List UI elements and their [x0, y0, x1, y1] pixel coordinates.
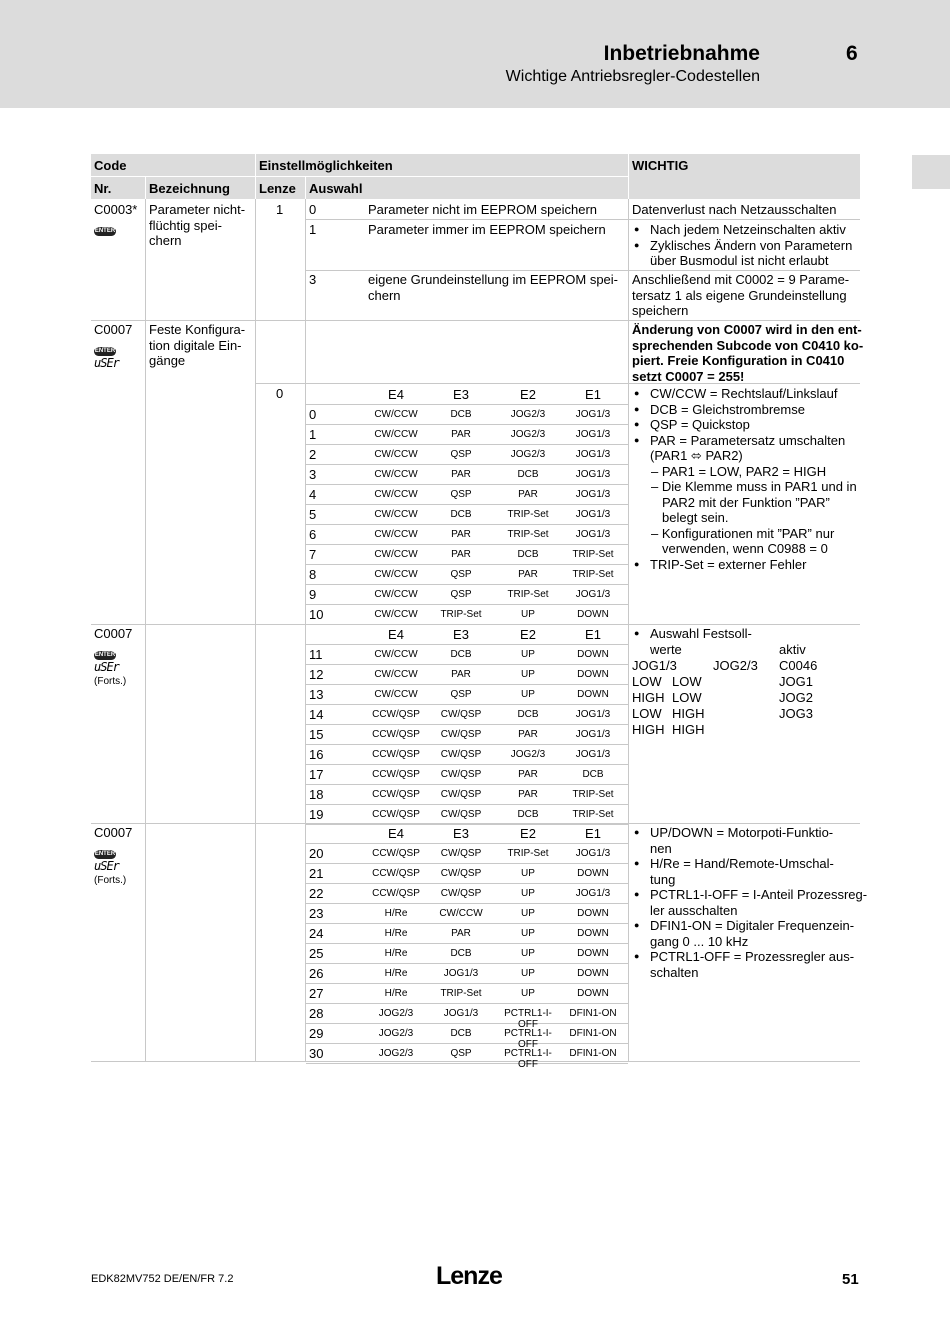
cell-e3: CW/QSP [440, 888, 482, 899]
config-number: 6 [309, 527, 317, 542]
cell-e4: JOG2/3 [378, 1028, 414, 1039]
cell-e2: UP [521, 908, 535, 919]
col-e4: E4 [388, 826, 404, 841]
config-row [306, 585, 628, 605]
continued-label: (Forts.) [94, 676, 127, 687]
config-number: 23 [309, 906, 324, 921]
cell-e1: JOG1/3 [575, 449, 611, 460]
config-number: 24 [309, 926, 324, 941]
cell-e3: QSP [450, 569, 472, 580]
cell-e1: DOWN [577, 669, 609, 680]
note-bullet: ● QSP = Quickstop [632, 417, 858, 433]
cell-e1: JOG1/3 [575, 888, 611, 899]
chapter-number: 6 [846, 42, 858, 65]
config-row [306, 964, 628, 984]
note-sub: – Konfigurationen mit ”PAR” nur verwenden, wenn C0988 = 0 [651, 525, 835, 556]
cell-e2: UP [521, 988, 535, 999]
config-row [306, 565, 628, 585]
notes-block-2 [632, 626, 772, 657]
continued-label: (Forts.) [94, 875, 127, 886]
cell-e4: CW/CCW [374, 409, 418, 420]
cell-e4: CW/CCW [374, 449, 418, 460]
cell-e2: UP [521, 888, 535, 899]
th-code: Code [91, 154, 255, 176]
cell-e4: CCW/QSP [372, 729, 420, 740]
cell-e4: CW/CCW [374, 609, 418, 620]
config-row [306, 944, 628, 964]
jog-val: HIGH [632, 690, 665, 705]
page-title: Inbetriebnahme [603, 42, 760, 65]
cell-e1: JOG1/3 [575, 409, 611, 420]
config-number: 11 [309, 647, 323, 662]
cell-e2: UP [521, 669, 535, 680]
jog-val: JOG3 [779, 706, 813, 721]
note-bullet: ● UP/DOWN = Motorpoti-Funktio- nen [632, 825, 858, 856]
cell-e3: TRIP-Set [440, 609, 482, 620]
code-c0007: C0007 [94, 322, 133, 337]
th-selection: Auswahl [306, 177, 628, 199]
cell-e2: UP [521, 689, 535, 700]
cell-e3: PAR [451, 549, 471, 560]
info-bullet: ● Zyklisches Ändern von Parametern über Busmodul ist nicht erlaubt [632, 238, 858, 269]
col-e1: E1 [585, 387, 601, 402]
page-subtitle: Wichtige Antriebsregler-Codestellen [505, 68, 760, 85]
cell-e3: QSP [450, 689, 472, 700]
lenze-logo: Lenze [436, 1262, 502, 1290]
cell-e4: CW/CCW [374, 649, 418, 660]
config-row [306, 884, 628, 904]
col-e4: E4 [388, 387, 404, 402]
cell-e3: CW/QSP [440, 868, 482, 879]
cell-e3: DCB [450, 649, 472, 660]
config-header-row [306, 385, 628, 405]
col-e2: E2 [520, 826, 536, 841]
cell-e4: H/Re [384, 948, 408, 959]
config-row [306, 805, 628, 825]
cell-e3: PAR [451, 529, 471, 540]
option-text: eigene Grundeinstellung im EEPROM spei- chern [368, 272, 619, 303]
th-designation: Bezeichnung [146, 177, 255, 199]
config-number: 30 [309, 1046, 324, 1061]
cell-e1: DOWN [577, 868, 609, 879]
cell-e4: CW/CCW [374, 509, 418, 520]
cell-e1: JOG1/3 [575, 709, 611, 720]
config-number: 8 [309, 567, 317, 582]
c0007-note: Änderung von C0007 wird in den ent- sprechenden Subcode von C0410 ko- piert. Freie Konfiguration in C0410 setzt C0007 = 255! [632, 322, 864, 384]
cell-e1: JOG1/3 [575, 848, 611, 859]
jog-val: C0046 [779, 658, 818, 673]
jog-header-active: aktiv [779, 642, 806, 657]
cell-e1: DOWN [577, 689, 609, 700]
config-row [306, 1004, 628, 1030]
jog-val: LOW [632, 674, 662, 689]
note-bullet: ● H/Re = Hand/Remote-Umschal- tung [632, 856, 858, 887]
cell-e1: JOG1/3 [575, 509, 611, 520]
option-text: Parameter nicht im EEPROM speichern [368, 202, 598, 217]
config-number: 1 [309, 427, 317, 442]
cell-e4: CCW/QSP [372, 888, 420, 899]
lenze-c0007: 0 [276, 386, 284, 401]
config-row [306, 844, 628, 864]
th-important: WICHTIG [629, 154, 860, 199]
cell-e4: CCW/QSP [372, 809, 420, 820]
enter-key-icon: ENTER [94, 851, 116, 857]
cell-e1: JOG1/3 [575, 589, 611, 600]
cell-e1: JOG1/3 [575, 429, 611, 440]
note-sub: – PAR1 = LOW, PAR2 = HIGH [651, 463, 827, 479]
config-number: 21 [309, 866, 324, 881]
cell-e2: PCTRL1-I-OFF [504, 1048, 552, 1070]
config-header-row [306, 625, 628, 645]
enter-key-icon: ENTER [94, 652, 116, 658]
config-row [306, 645, 628, 665]
cell-e3: CW/QSP [440, 769, 482, 780]
col-e2: E2 [520, 627, 536, 642]
config-row [306, 1024, 628, 1050]
jog-val: LOW [632, 706, 662, 721]
note-bullet: ● PAR = Parametersatz umschalten (PAR1 ⬄ PAR2) [632, 433, 858, 464]
cell-e3: PAR [451, 928, 471, 939]
config-row [306, 904, 628, 924]
jog-val: LOW [672, 690, 702, 705]
cell-e3: QSP [450, 489, 472, 500]
col-e4: E4 [388, 627, 404, 642]
config-row [306, 984, 628, 1004]
cell-e2: UP [521, 868, 535, 879]
cell-e3: QSP [450, 449, 472, 460]
config-row [306, 485, 628, 505]
th-settings: Einstellmöglichkeiten [256, 154, 628, 176]
cell-e1: DOWN [577, 609, 609, 620]
cell-e3: PAR [451, 429, 471, 440]
code-c0007: C0007 [94, 825, 133, 840]
config-number: 28 [309, 1006, 324, 1021]
row-sep [306, 219, 860, 220]
user-menu-icon: uSEr [94, 660, 119, 674]
option-number: 3 [309, 272, 317, 287]
cell-e3: JOG1/3 [443, 968, 479, 979]
user-menu-icon: uSEr [94, 356, 119, 370]
config-row [306, 924, 628, 944]
cell-e4: H/Re [384, 988, 408, 999]
code-c0007: C0007 [94, 626, 133, 641]
notes-block-1 [632, 386, 858, 572]
option-info: Datenverlust nach Netzausschalten [632, 202, 837, 217]
cell-e2: JOG2/3 [510, 749, 546, 760]
config-number: 3 [309, 467, 317, 482]
cell-e3: QSP [450, 1048, 472, 1059]
config-number: 0 [309, 407, 317, 422]
name-c0007: Feste Konfigura- tion digitale Ein- gänge [149, 322, 246, 368]
th-nr: Nr. [91, 177, 145, 199]
cell-e3: JOG1/3 [443, 1008, 479, 1019]
config-number: 19 [309, 807, 324, 822]
cell-e2: UP [521, 649, 535, 660]
col-sep [628, 199, 629, 1061]
cell-e3: QSP [450, 589, 472, 600]
config-row [306, 505, 628, 525]
cell-e1: DOWN [577, 908, 609, 919]
cell-e3: TRIP-Set [440, 988, 482, 999]
note-bullet: ● CW/CCW = Rechtslauf/Linkslauf [632, 386, 858, 402]
cell-e4: CCW/QSP [372, 789, 420, 800]
config-row [306, 665, 628, 685]
cell-e4: CW/CCW [374, 489, 418, 500]
config-number: 18 [309, 787, 324, 802]
option-number: 0 [309, 202, 317, 217]
jog-header-2: JOG2/3 [713, 658, 758, 673]
row-sep [91, 320, 860, 321]
cell-e3: CW/CCW [439, 908, 483, 919]
cell-e1: DFIN1-ON [569, 1048, 617, 1059]
config-row [306, 765, 628, 785]
option-info: Anschließend mit C0002 = 9 Parame- tersatz 1 als eigene Grundeinstellung speichern [632, 272, 850, 318]
cell-e3: PAR [451, 469, 471, 480]
config-number: 25 [309, 946, 324, 961]
lenze-c0003: 1 [276, 202, 284, 217]
cell-e1: DOWN [577, 948, 609, 959]
cell-e2: UP [521, 968, 535, 979]
config-row [306, 465, 628, 485]
cell-e1: TRIP-Set [572, 549, 614, 560]
config-row [306, 685, 628, 705]
option-text: Parameter immer im EEPROM speichern [368, 222, 606, 237]
cell-e2: DCB [517, 549, 539, 560]
config-number: 22 [309, 886, 324, 901]
cell-e1: TRIP-Set [572, 569, 614, 580]
note-bullet: ● DCB = Gleichstrombremse [632, 402, 858, 418]
cell-e4: CCW/QSP [372, 848, 420, 859]
cell-e1: JOG1/3 [575, 529, 611, 540]
config-row [306, 545, 628, 565]
col-sep [145, 199, 146, 1061]
config-row [306, 705, 628, 725]
config-row [306, 445, 628, 465]
page-number: 51 [842, 1271, 859, 1288]
jog-val: JOG2 [779, 690, 813, 705]
cell-e3: DCB [450, 948, 472, 959]
cell-e3: DCB [450, 409, 472, 420]
config-number: 10 [309, 607, 324, 622]
header-band [0, 0, 950, 108]
config-number: 29 [309, 1026, 324, 1041]
config-row [306, 864, 628, 884]
cell-e4: CW/CCW [374, 669, 418, 680]
cell-e1: DOWN [577, 928, 609, 939]
config-number: 12 [309, 667, 324, 682]
note-bullet: ● PCTRL1-OFF = Prozessregler aus- schalten [632, 949, 858, 980]
config-number: 5 [309, 507, 317, 522]
cell-e1: DOWN [577, 968, 609, 979]
note-sub: – Die Klemme muss in PAR1 und in PAR2 mit der Funktion ”PAR” belegt sein. [651, 479, 857, 525]
cell-e3: CW/QSP [440, 729, 482, 740]
cell-e3: CW/QSP [440, 848, 482, 859]
config-number: 9 [309, 587, 317, 602]
cell-e4: CW/CCW [374, 569, 418, 580]
jog-val: HIGH [632, 722, 665, 737]
cell-e2: DCB [517, 709, 539, 720]
cell-e3: DCB [450, 509, 472, 520]
config-number: 4 [309, 487, 317, 502]
config-row [306, 425, 628, 445]
chapter-tab [912, 155, 950, 189]
cell-e4: H/Re [384, 908, 408, 919]
cell-e1: DCB [582, 769, 604, 780]
cell-e4: CCW/QSP [372, 769, 420, 780]
note-bullet: ● DFIN1-ON = Digitaler Frequenzein- gang 0 ... 10 kHz [632, 918, 858, 949]
cell-e2: TRIP-Set [507, 589, 549, 600]
cell-e1: DFIN1-ON [569, 1028, 617, 1039]
cell-e4: CW/CCW [374, 689, 418, 700]
cell-e4: CW/CCW [374, 429, 418, 440]
config-number: 2 [309, 447, 317, 462]
cell-e3: PAR [451, 669, 471, 680]
enter-key-icon: ENTER [94, 348, 116, 354]
cell-e2: PAR [518, 769, 538, 780]
config-header-row [306, 824, 628, 844]
cell-e1: JOG1/3 [575, 749, 611, 760]
config-row [306, 725, 628, 745]
config-row [306, 525, 628, 545]
cell-e4: JOG2/3 [378, 1008, 414, 1019]
cell-e3: CW/QSP [440, 749, 482, 760]
config-row [306, 405, 628, 425]
config-row [306, 745, 628, 765]
cell-e4: CW/CCW [374, 589, 418, 600]
jog-val: JOG1 [779, 674, 813, 689]
col-e1: E1 [585, 826, 601, 841]
cell-e2: PCTRL1-I-OFF [504, 1028, 552, 1050]
col-e3: E3 [453, 387, 469, 402]
cell-e2: UP [521, 928, 535, 939]
jog-header-1: JOG1/3 [632, 658, 677, 673]
config-number: 27 [309, 986, 324, 1001]
cell-e3: CW/QSP [440, 709, 482, 720]
user-menu-icon: uSEr [94, 859, 119, 873]
cell-e2: JOG2/3 [510, 449, 546, 460]
config-number: 7 [309, 547, 317, 562]
config-number: 14 [309, 707, 324, 722]
row-sep [306, 270, 860, 271]
note-bullet: ● TRIP-Set = externer Fehler [632, 557, 858, 573]
cell-e2: TRIP-Set [507, 848, 549, 859]
cell-e3: CW/QSP [440, 809, 482, 820]
cell-e2: DCB [517, 469, 539, 480]
cell-e1: TRIP-Set [572, 789, 614, 800]
col-e1: E1 [585, 627, 601, 642]
cell-e1: DOWN [577, 649, 609, 660]
col-e3: E3 [453, 826, 469, 841]
col-e3: E3 [453, 627, 469, 642]
cell-e2: TRIP-Set [507, 529, 549, 540]
config-number: 26 [309, 966, 324, 981]
cell-e2: PCTRL1-I-OFF [504, 1008, 552, 1030]
notes-block-3 [632, 825, 868, 980]
cell-e4: H/Re [384, 968, 408, 979]
cell-e4: CW/CCW [374, 549, 418, 560]
cell-e2: TRIP-Set [507, 509, 549, 520]
cell-e2: PAR [518, 489, 538, 500]
cell-e2: JOG2/3 [510, 429, 546, 440]
cell-e4: CCW/QSP [372, 868, 420, 879]
config-number: 17 [309, 767, 324, 782]
note-bullet: ● PCTRL1-I-OFF = I-Anteil Prozessreg- ler ausschalten [632, 887, 858, 918]
cell-e2: JOG2/3 [510, 409, 546, 420]
config-number: 13 [309, 687, 324, 702]
cell-e3: CW/QSP [440, 789, 482, 800]
option-info-list [632, 222, 858, 269]
cell-e1: TRIP-Set [572, 809, 614, 820]
option-number: 1 [309, 222, 317, 237]
config-row [306, 605, 628, 625]
name-c0003: Parameter nicht- flüchtig spei- chern [149, 202, 246, 248]
cell-e4: CW/CCW [374, 529, 418, 540]
config-number: 20 [309, 846, 324, 861]
config-row [306, 1044, 628, 1070]
code-c0003: C0003* [94, 202, 138, 217]
note-bullet: ● Auswahl Festsoll- werte [632, 626, 772, 657]
cell-e2: DCB [517, 809, 539, 820]
config-row [306, 785, 628, 805]
jog-val: HIGH [672, 722, 705, 737]
cell-e1: DOWN [577, 988, 609, 999]
cell-e4: JOG2/3 [378, 1048, 414, 1059]
cell-e1: JOG1/3 [575, 469, 611, 480]
doc-number: EDK82MV752 DE/EN/FR 7.2 [91, 1273, 234, 1285]
config-number: 16 [309, 747, 324, 762]
cell-e1: DFIN1-ON [569, 1008, 617, 1019]
enter-key-icon: ENTER [94, 228, 116, 234]
jog-val: HIGH [672, 706, 705, 721]
cell-e4: CW/CCW [374, 469, 418, 480]
cell-e4: CCW/QSP [372, 749, 420, 760]
cell-e1: JOG1/3 [575, 729, 611, 740]
cell-e2: PAR [518, 789, 538, 800]
cell-e2: PAR [518, 569, 538, 580]
config-number: 15 [309, 727, 324, 742]
th-lenze: Lenze [256, 177, 305, 199]
cell-e4: H/Re [384, 928, 408, 939]
cell-e2: UP [521, 948, 535, 959]
cell-e2: UP [521, 609, 535, 620]
jog-val: LOW [672, 674, 702, 689]
cell-e1: JOG1/3 [575, 489, 611, 500]
info-bullet: ● Nach jedem Netzeinschalten aktiv [632, 222, 858, 238]
col-sep [255, 199, 256, 1061]
cell-e2: PAR [518, 729, 538, 740]
col-e2: E2 [520, 387, 536, 402]
cell-e4: CCW/QSP [372, 709, 420, 720]
cell-e3: DCB [450, 1028, 472, 1039]
